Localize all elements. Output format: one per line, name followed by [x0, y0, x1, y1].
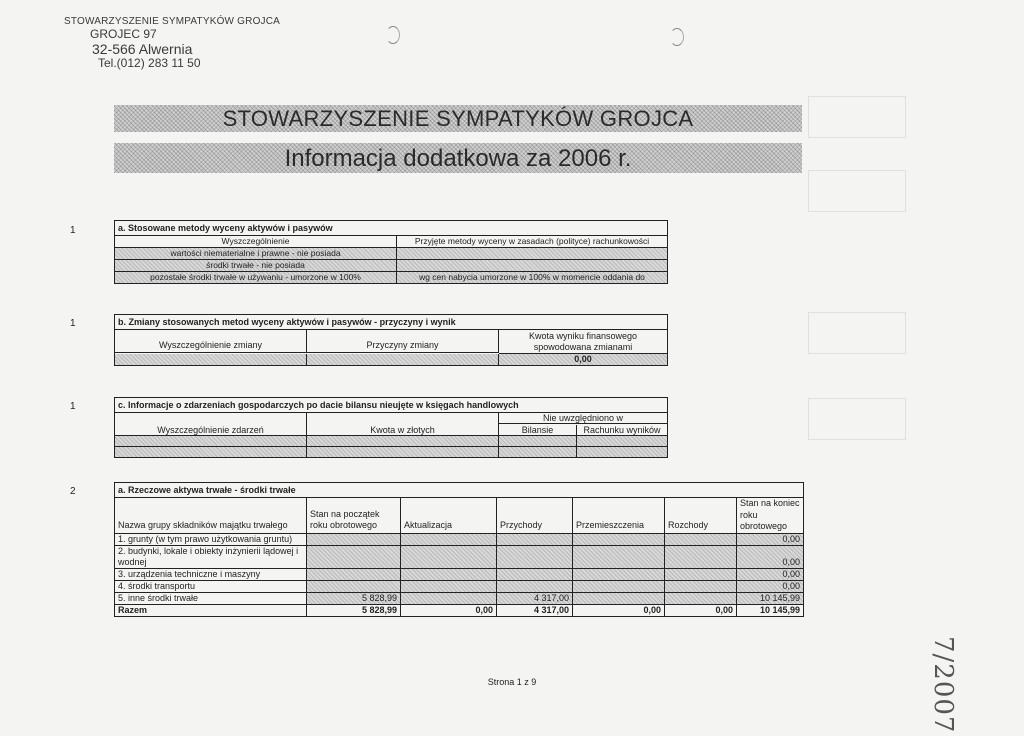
column-header: Bilansie [499, 425, 577, 436]
column-header: Wyszczególnienie zdarzeń [115, 413, 307, 436]
total-amount: 0,00 [499, 354, 667, 365]
stamp-line-4: Tel.(012) 283 11 50 [98, 56, 201, 71]
table-cell [573, 534, 665, 546]
table-cell: wg cen nabycia umorzone w 100% w momencie oddania do [397, 272, 667, 283]
document-subtitle-banner: Informacja dodatkowa za 2006 r. [114, 143, 802, 173]
total-cell: 4 317,00 [497, 605, 573, 616]
column-header: Nazwa grupy składników majątku trwałego [115, 498, 307, 534]
section-number: 2 [70, 486, 76, 497]
table-cell [665, 581, 737, 593]
table-cell: 0,00 [737, 546, 803, 569]
column-header: Wyszczególnienie zmiany [115, 330, 307, 353]
bleed-through-mark [808, 170, 906, 212]
organization-stamp [62, 16, 280, 71]
table-cell: 0,00 [737, 581, 803, 593]
table-cell: 0,00 [737, 534, 803, 546]
table-cell [115, 354, 307, 365]
section-number: 1 [70, 225, 76, 236]
column-header: Aktualizacja [401, 498, 497, 534]
column-header-group: Nie uwzględniono w [499, 413, 667, 424]
table-cell: wartości niematerialne i prawne - nie posiada [115, 248, 397, 260]
table-cell [401, 581, 497, 593]
table-cell [665, 534, 737, 546]
document-title-banner: STOWARZYSZENIE SYMPATYKÓW GROJCA [114, 105, 802, 132]
table-cell [307, 436, 499, 447]
page-number: Strona 1 z 9 [487, 677, 537, 687]
handwritten-note: 7/2007 [928, 636, 958, 734]
asset-group-name: 5. inne środki trwałe [115, 593, 307, 605]
table-cell [307, 581, 401, 593]
table-cell [665, 569, 737, 581]
table-cell [499, 447, 577, 457]
post-balance-events-table [114, 397, 668, 458]
table-cell [665, 546, 737, 569]
table-title: a. Stosowane metody wyceny aktywów i pasywów [115, 221, 667, 236]
table-cell [307, 354, 499, 365]
column-header: Przemieszczenia [573, 498, 665, 534]
total-cell: 0,00 [665, 605, 737, 616]
bleed-through-mark [808, 312, 906, 354]
table-cell [577, 436, 667, 447]
column-header: Przychody [497, 498, 573, 534]
bleed-through-mark [808, 96, 906, 138]
table-cell [401, 534, 497, 546]
table-cell [307, 447, 499, 457]
table-cell [307, 534, 401, 546]
column-header: Przyjęte metody wyceny w zasadach (polityce) rachunkowości [397, 236, 667, 248]
total-cell: 10 145,99 [759, 605, 800, 615]
table-cell [573, 546, 665, 569]
column-header: Kwota w złotych [307, 413, 499, 436]
asset-group-name: 1. grunty (w tym prawo użytkowania gruntu) [115, 534, 307, 546]
table-cell: pozostałe środki trwałe w używaniu - umorzone w 100% [115, 272, 397, 283]
column-header: Kwota wyniku finansowego spowodowana zmianami [499, 330, 667, 354]
table-title: a. Rzeczowe aktywa trwałe - środki trwałe [115, 483, 803, 498]
table-cell [573, 593, 665, 605]
table-title: c. Informacje o zdarzeniach gospodarczych po dacie bilansu nieujęte w księgach handlowych [115, 398, 667, 413]
table-title: b. Zmiany stosowanych metod wyceny aktywów i pasywów - przyczyny i wynik [115, 315, 667, 330]
table-cell [573, 581, 665, 593]
section-number: 1 [70, 318, 76, 329]
stamp-line-1: STOWARZYSZENIE SYMPATYKÓW GROJCA [64, 16, 281, 27]
table-cell [499, 436, 577, 447]
table-cell [397, 248, 667, 260]
column-header: Rachunku wyników [577, 425, 667, 436]
table-cell [497, 546, 573, 569]
table-cell [573, 569, 665, 581]
table-cell [115, 436, 307, 447]
section-number: 1 [70, 401, 76, 412]
total-cell: 0,00 [573, 605, 665, 616]
bleed-through-mark [808, 398, 906, 440]
table-cell [497, 534, 573, 546]
table-cell [307, 546, 401, 569]
column-header: Przyczyny zmiany [307, 330, 499, 353]
table-cell [397, 260, 667, 272]
table-cell [577, 447, 667, 457]
table-cell [665, 593, 737, 605]
asset-group-name: 2. budynki, lokale i obiekty inżynierii lądowej i wodnej [115, 546, 307, 569]
punch-hole-right [670, 28, 684, 46]
column-header: Stan na początek roku obrotowego [307, 498, 401, 534]
asset-group-name: 3. urządzenia techniczne i maszyny [115, 569, 307, 581]
table-cell [401, 546, 497, 569]
table-cell: 4 317,00 [497, 593, 573, 605]
table-cell [307, 569, 401, 581]
stamp-line-2: GROJEC 97 [90, 26, 157, 41]
asset-group-name: 4. środki transportu [115, 581, 307, 593]
total-cell: 0,00 [401, 605, 497, 616]
fixed-assets-table [114, 482, 804, 617]
valuation-methods-table [114, 220, 668, 284]
punch-hole-left [386, 26, 400, 44]
total-cell: 5 828,99 [307, 605, 401, 616]
total-label: Razem [115, 605, 307, 616]
table-cell: 10 145,99 [737, 593, 803, 605]
table-cell: 5 828,99 [307, 593, 401, 605]
table-cell: środki trwałe - nie posiada [115, 260, 397, 272]
table-cell: 0,00 [737, 569, 803, 581]
table-cell [401, 569, 497, 581]
table-cell [115, 447, 307, 457]
table-cell [401, 593, 497, 605]
column-header: Stan na koniec roku obrotowego [737, 498, 803, 534]
valuation-changes-table [114, 314, 668, 366]
table-cell [497, 569, 573, 581]
stamp-line-3: 32-566 Alwernia [92, 41, 193, 58]
column-header: Wyszczególnienie [115, 236, 397, 248]
column-header: Rozchody [665, 498, 737, 534]
table-cell [497, 581, 573, 593]
